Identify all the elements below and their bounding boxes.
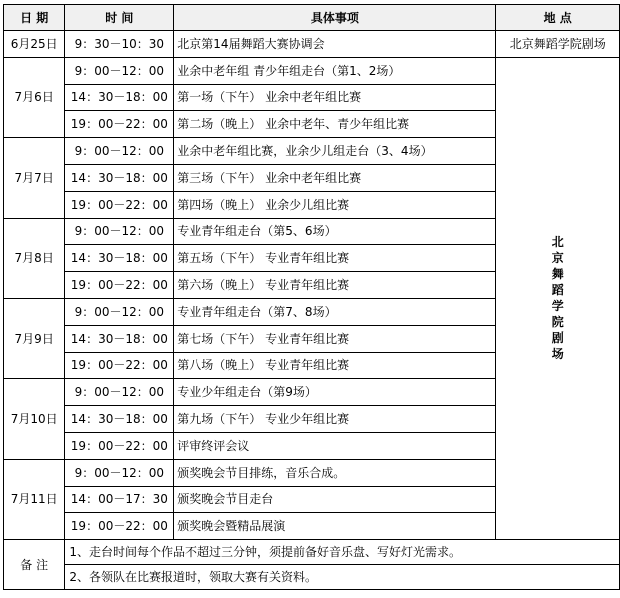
date-cell: 7月10日: [4, 379, 65, 459]
date-cell: 7月6日: [4, 57, 65, 137]
event-cell: 北京第14届舞蹈大赛协调会: [174, 31, 496, 58]
event-cell: 第三场（下午） 业余中老年组比赛: [174, 164, 496, 191]
date-cell: 7月9日: [4, 298, 65, 378]
event-cell: 业余中老年组比赛，业余少儿组走台（3、4场）: [174, 138, 496, 165]
header-time: 时 间: [65, 5, 174, 31]
time-cell: 9：30－10：30: [65, 31, 174, 58]
event-cell: 专业青年组走台（第7、8场）: [174, 298, 496, 325]
event-cell: 第二场（晚上） 业余中老年、青少年组比赛: [174, 111, 496, 138]
event-cell: 评审终评会议: [174, 432, 496, 459]
time-cell: 9：00－12：00: [65, 459, 174, 486]
event-cell: 业余中老年组 青少年组走台（第1、2场）: [174, 57, 496, 84]
date-cell: 7月8日: [4, 218, 65, 298]
time-cell: 14：30－18：00: [65, 245, 174, 272]
event-cell: 专业青年组走台（第5、6场）: [174, 218, 496, 245]
time-cell: 19：00－22：00: [65, 352, 174, 379]
table-row: [4, 57, 620, 84]
remark-row: [4, 540, 620, 565]
time-cell: 19：00－22：00: [65, 272, 174, 299]
time-cell: 14：30－18：00: [65, 164, 174, 191]
header-event: 具体事项: [174, 5, 496, 31]
event-cell: 颁奖晚会暨精品展演: [174, 513, 496, 540]
event-cell: 第六场（晚上） 专业青年组比赛: [174, 272, 496, 299]
event-cell: 第八场（晚上） 专业青年组比赛: [174, 352, 496, 379]
time-cell: 14：30－18：00: [65, 325, 174, 352]
time-cell: 19：00－22：00: [65, 432, 174, 459]
schedule-sheet: [3, 4, 620, 590]
venue-cell: 北京舞蹈学院剧场: [496, 31, 620, 58]
header-row: [4, 5, 620, 31]
time-cell: 9：00－12：00: [65, 57, 174, 84]
event-cell: 第五场（下午） 专业青年组比赛: [174, 245, 496, 272]
table-row: [4, 31, 620, 58]
venue-merged-cell: 北 京 舞 蹈 学 院 剧 场: [496, 57, 620, 539]
time-cell: 14：00－17：30: [65, 486, 174, 513]
event-cell: 第一场（下午） 业余中老年组比赛: [174, 84, 496, 111]
date-cell: 7月7日: [4, 138, 65, 218]
schedule-table: [3, 4, 620, 590]
time-cell: 9：00－12：00: [65, 298, 174, 325]
event-cell: 专业少年组走台（第9场）: [174, 379, 496, 406]
event-cell: 颁奖晚会节目排练，音乐合成。: [174, 459, 496, 486]
time-cell: 19：00－22：00: [65, 191, 174, 218]
time-cell: 9：00－12：00: [65, 379, 174, 406]
time-cell: 9：00－12：00: [65, 218, 174, 245]
time-cell: 14：30－18：00: [65, 406, 174, 433]
event-cell: 第四场（晚上） 业余少儿组比赛: [174, 191, 496, 218]
remark-text: 2、各领队在比赛报道时，领取大赛有关资料。: [65, 565, 620, 590]
header-venue: 地 点: [496, 5, 620, 31]
time-cell: 19：00－22：00: [65, 513, 174, 540]
event-cell: 第九场（下午） 专业少年组比赛: [174, 406, 496, 433]
remark-text: 1、走台时间每个作品不超过三分钟，须提前备好音乐盘、写好灯光需求。: [65, 540, 620, 565]
time-cell: 9：00－12：00: [65, 138, 174, 165]
time-cell: 19：00－22：00: [65, 111, 174, 138]
event-cell: 第七场（下午） 专业青年组比赛: [174, 325, 496, 352]
date-cell: 6月25日: [4, 31, 65, 58]
time-cell: 14：30－18：00: [65, 84, 174, 111]
event-cell: 颁奖晚会节目走台: [174, 486, 496, 513]
remark-label: 备 注: [4, 540, 65, 590]
date-cell: 7月11日: [4, 459, 65, 539]
header-date: 日 期: [4, 5, 65, 31]
remark-row: [4, 565, 620, 590]
